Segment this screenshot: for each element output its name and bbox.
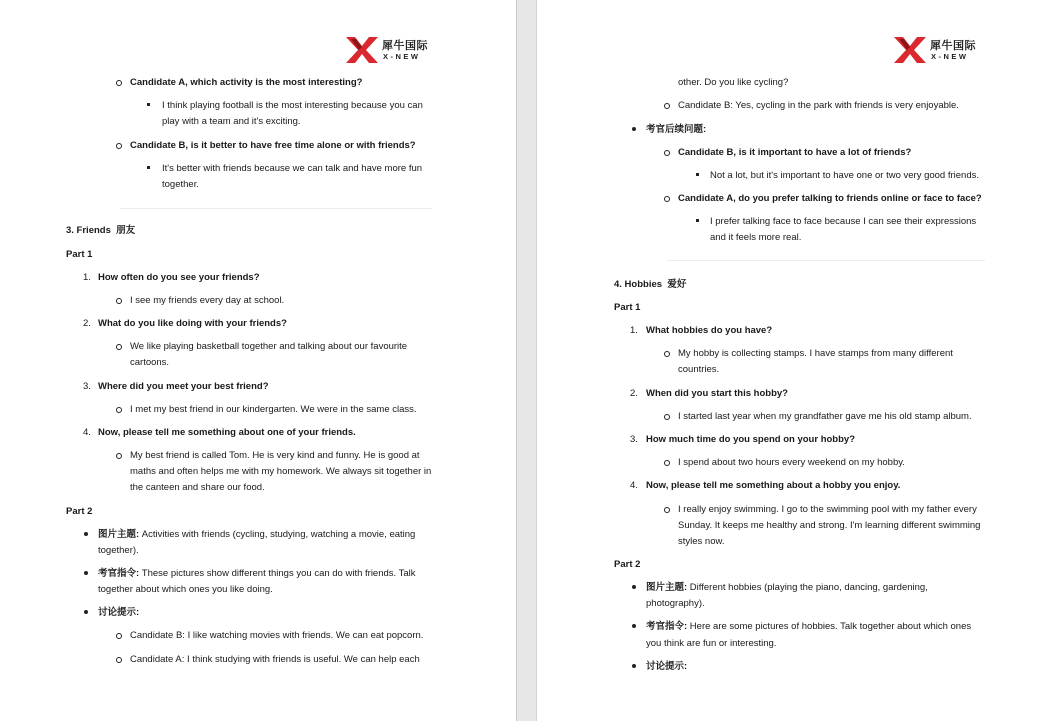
interview-question: What do you like doing with your friends? xyxy=(98,318,287,329)
list-number: 1. xyxy=(630,325,638,336)
hollow-bullet-icon xyxy=(664,507,670,513)
bullet-icon xyxy=(84,571,88,575)
examiner-question: Candidate A, which activity is the most interesting? xyxy=(130,77,363,88)
interview-question: When did you start this hobby? xyxy=(646,388,788,399)
logo-chinese-text: 犀牛国际 xyxy=(382,40,428,52)
bullet-icon xyxy=(632,127,636,131)
x-new-logo xyxy=(893,36,983,66)
hollow-bullet-icon xyxy=(664,150,670,156)
answer-line: My best friend is called Tom. He is very kind and funny. He is good at xyxy=(130,450,420,461)
list-number: 4. xyxy=(630,480,638,491)
dialogue-line: Candidate A: I think studying with friends is useful. We can help each xyxy=(130,654,420,665)
x-new-logo-mark-icon xyxy=(893,36,927,64)
interview-question: What hobbies do you have? xyxy=(646,325,773,336)
answer-line: I see my friends every day at school. xyxy=(130,295,285,306)
square-bullet-icon xyxy=(696,173,699,176)
section-heading: 4. Hobbies 爱好 xyxy=(614,279,687,290)
hollow-bullet-icon xyxy=(664,196,670,202)
answer-line: the canteen and share our food. xyxy=(130,482,265,493)
hollow-bullet-icon xyxy=(116,143,122,149)
interview-question: Now, please tell me something about one of your friends. xyxy=(98,427,356,438)
document-page-left xyxy=(0,0,516,721)
hollow-bullet-icon xyxy=(116,657,122,663)
part-heading: Part 2 xyxy=(66,506,93,517)
square-bullet-icon xyxy=(147,103,150,106)
examiner-question: Candidate A, do you prefer talking to friends online or face to face? xyxy=(678,193,982,204)
answer-line: I met my best friend in our kindergarten. We were in the same class. xyxy=(130,404,417,415)
answer-line: Not a lot, but it's important to have one or two very good friends. xyxy=(710,170,980,181)
discussion-prompts-label: 讨论提示: xyxy=(646,661,688,672)
part-heading: Part 1 xyxy=(66,249,93,260)
list-number: 2. xyxy=(83,318,91,329)
answer-line: I prefer talking face to face because I can see their expressions xyxy=(710,216,977,227)
examiner-instruction: 考官指令: These pictures show different things you can do with friends. Talk xyxy=(98,568,416,579)
section-heading: 3. Friends 朋友 xyxy=(66,225,136,236)
hollow-bullet-icon xyxy=(116,80,122,86)
answer-line: I spend about two hours every weekend on my hobby. xyxy=(678,457,905,468)
dialogue-line: Candidate B: I like watching movies with friends. We can eat popcorn. xyxy=(130,630,424,641)
hollow-bullet-icon xyxy=(664,460,670,466)
square-bullet-icon xyxy=(147,166,150,169)
picture-topic: 图片主题: Activities with friends (cycling, studying, watching a movie, eating xyxy=(98,529,416,540)
examiner-instruction-cont: you think are fun or interesting. xyxy=(646,638,777,649)
list-number: 3. xyxy=(83,381,91,392)
picture-topic-cont: photography). xyxy=(646,598,705,609)
logo-english-text: X-NEW xyxy=(931,52,969,61)
bullet-icon xyxy=(632,585,636,589)
answer-line: countries. xyxy=(678,364,720,375)
list-number: 1. xyxy=(83,272,91,283)
bullet-icon xyxy=(632,624,636,628)
square-bullet-icon xyxy=(696,219,699,222)
x-new-logo-mark-icon xyxy=(345,36,379,64)
answer-line: I started last year when my grandfather gave me his old stamp album. xyxy=(678,411,972,422)
dialogue-line: Candidate B: Yes, cycling in the park with friends is very enjoyable. xyxy=(678,100,959,111)
hollow-bullet-icon xyxy=(116,344,122,350)
answer-line: I think playing football is the most interesting because you can xyxy=(162,100,423,111)
list-number: 4. xyxy=(83,427,91,438)
follow-up-questions-label: 考官后续问题: xyxy=(646,124,707,135)
interview-question: Where did you meet your best friend? xyxy=(98,381,269,392)
answer-line: and it feels more real. xyxy=(710,232,802,243)
hollow-bullet-icon xyxy=(664,414,670,420)
interview-question: How much time do you spend on your hobby? xyxy=(646,434,855,445)
answer-line: My hobby is collecting stamps. I have stamps from many different xyxy=(678,348,953,359)
discussion-prompts-label: 讨论提示: xyxy=(98,607,140,618)
answer-line: maths and often helps me with my homework. We always sit together in xyxy=(130,466,432,477)
bullet-icon xyxy=(84,532,88,536)
hollow-bullet-icon xyxy=(116,298,122,304)
hollow-bullet-icon xyxy=(116,633,122,639)
examiner-question: Candidate B, is it important to have a lot of friends? xyxy=(678,147,912,158)
answer-line: It's better with friends because we can talk and have more fun xyxy=(162,163,423,174)
page-gutter xyxy=(516,0,537,721)
examiner-question: Candidate B, is it better to have free time alone or with friends? xyxy=(130,140,416,151)
answer-line: We like playing basketball together and talking about our favourite xyxy=(130,341,408,352)
picture-topic-cont: together). xyxy=(98,545,139,556)
document-page-right xyxy=(537,0,1054,721)
section-divider xyxy=(120,208,432,209)
x-new-logo xyxy=(345,36,435,66)
logo-chinese-text: 犀牛国际 xyxy=(930,40,976,52)
examiner-instruction-cont: together about which ones you like doing. xyxy=(98,584,273,595)
answer-line: play with a team and it's exciting. xyxy=(162,116,301,127)
dialogue-line: other. Do you like cycling? xyxy=(678,77,789,88)
list-number: 3. xyxy=(630,434,638,445)
logo-english-text: X-NEW xyxy=(383,52,421,61)
hollow-bullet-icon xyxy=(664,351,670,357)
part-heading: Part 2 xyxy=(614,559,641,570)
answer-line: styles now. xyxy=(678,536,725,547)
interview-question: Now, please tell me something about a hobby you enjoy. xyxy=(646,480,901,491)
hollow-bullet-icon xyxy=(116,407,122,413)
interview-question: How often do you see your friends? xyxy=(98,272,260,283)
examiner-instruction: 考官指令: Here are some pictures of hobbies. Talk together about which ones xyxy=(646,621,972,632)
hollow-bullet-icon xyxy=(116,453,122,459)
answer-line: Sunday. It keeps me healthy and strong. I'm learning different swimming xyxy=(678,520,981,531)
list-number: 2. xyxy=(630,388,638,399)
answer-line: I really enjoy swimming. I go to the swimming pool with my father every xyxy=(678,504,977,515)
bullet-icon xyxy=(84,610,88,614)
section-divider xyxy=(667,260,985,261)
answer-line: cartoons. xyxy=(130,357,170,368)
bullet-icon xyxy=(632,664,636,668)
part-heading: Part 1 xyxy=(614,302,641,313)
picture-topic: 图片主题: Different hobbies (playing the piano, dancing, gardening, xyxy=(646,582,928,593)
answer-line: together. xyxy=(162,179,199,190)
hollow-bullet-icon xyxy=(664,103,670,109)
